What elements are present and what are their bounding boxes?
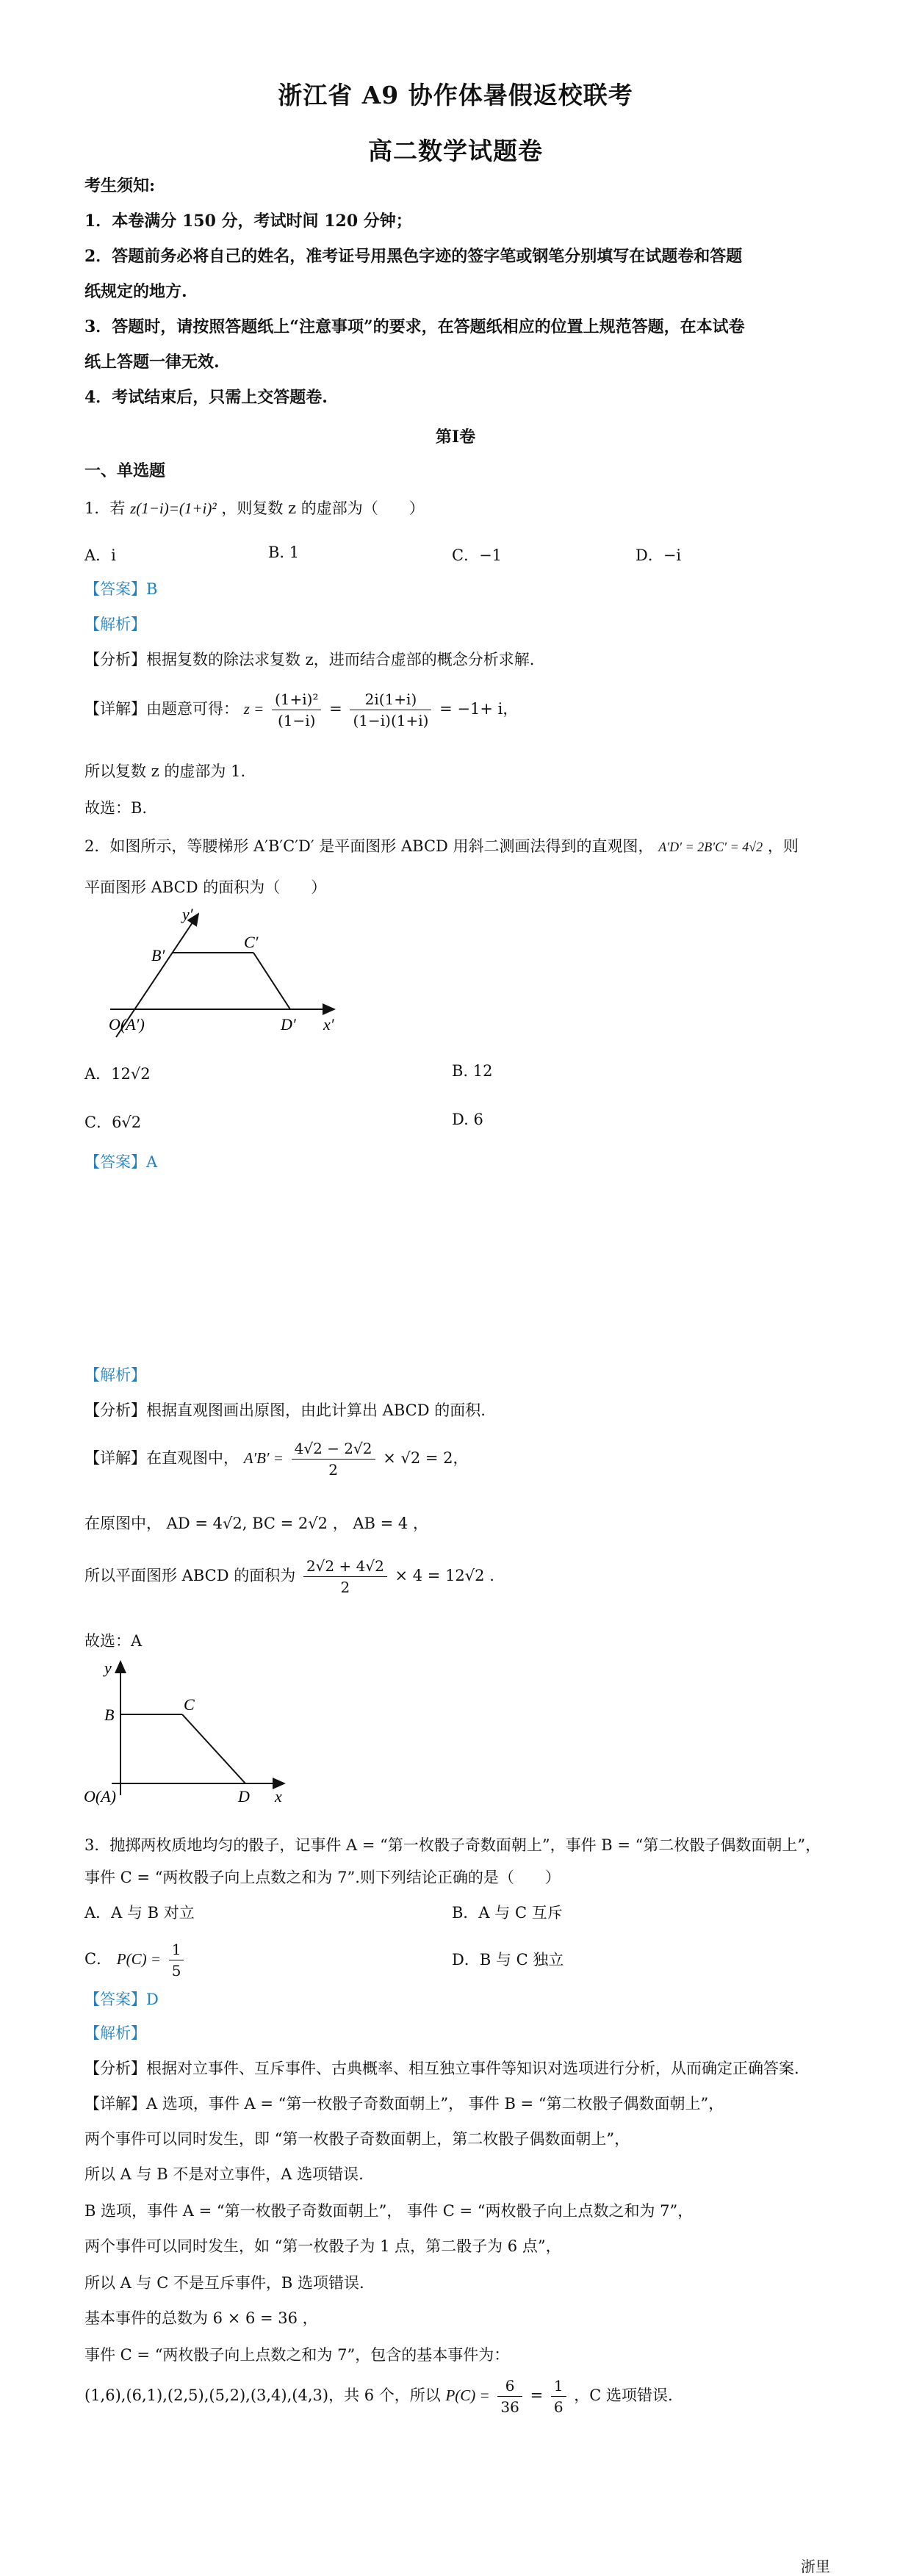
q3-detail-line: B 选项，事件 A = “第一枚骰子奇数面朝上”， 事件 C = “两枚骰子向上点数之和为 7”， xyxy=(84,2202,694,2220)
q1-fraction-1-den: (1−i) xyxy=(277,712,316,729)
q3-option-a: A．A 与 B 对立 xyxy=(84,1904,195,1922)
q3-detail-line: 事件 C = “两枚骰子向上点数之和为 7”，包含的基本事件为： xyxy=(84,2346,510,2364)
q3-stem-line-1: 3．抛掷两枚质地均匀的骰子，记事件 A = “第一枚骰子奇数面朝上”，事件 B = “第二枚骰子偶数面朝上”， xyxy=(84,1836,821,1854)
q3-option-c-label: C． xyxy=(84,1950,112,1968)
notice-item: 纸上答题一律无效. xyxy=(84,353,220,372)
q3-last-line xyxy=(84,2377,673,2416)
q2-detail xyxy=(84,1440,469,1479)
q1-stem xyxy=(84,497,425,519)
q3-last-eq: = xyxy=(530,2386,544,2404)
q3-option-b: B．A 与 C 互斥 xyxy=(452,1904,563,1922)
q3-last-fraction-2 xyxy=(551,2377,566,2416)
q2-detail-fraction-den: 2 xyxy=(328,1461,338,1479)
notice-item: 2．答题前务必将自己的姓名，准考证号用黑色字迹的签字笔或钢笔分别填写在试题卷和答题 xyxy=(84,247,743,266)
notice-item: 1．本卷满分 150 分，考试时间 120 分钟； xyxy=(84,212,412,231)
q2-oblique-figure xyxy=(103,898,353,1045)
q3-detail-line: 【详解】A 选项，事件 A = “第一枚骰子奇数面朝上”， 事件 B = “第二枚骰子偶数面朝上”， xyxy=(84,2095,724,2113)
q1-fraction-2 xyxy=(350,690,431,729)
q3-option-c-num: 1 xyxy=(169,1941,184,1960)
q2-detail-lhs: A′B′ = xyxy=(243,1449,284,1467)
q3-last-fraction-2-num: 1 xyxy=(551,2377,566,2397)
q3-detail-line: 基本事件的总数为 6 × 6 = 36 ， xyxy=(84,2309,318,2327)
q2-original-figure xyxy=(82,1651,303,1805)
fig2-label-o: O(A) xyxy=(84,1787,116,1805)
q1-analysis-tag: 【解析】 xyxy=(84,616,146,633)
fig2-label-y: y xyxy=(104,1659,112,1677)
q2-option-d: D. 6 xyxy=(452,1111,483,1128)
q1-option-a: A．i xyxy=(84,546,116,564)
q3-detail-line: 两个事件可以同时发生，如 “第一枚骰子为 1 点，第二骰子为 6 点”， xyxy=(84,2237,561,2255)
q1-choice: 故选：B. xyxy=(84,799,148,817)
part-label: 第Ⅰ卷 xyxy=(435,427,476,447)
q2-area xyxy=(84,1557,494,1596)
q2-stem-pre: 2．如图所示，等腰梯形 A′B′C′D′ 是平面图形 ABCD 用斜二测画法得到的直观图， xyxy=(84,837,654,855)
q2-analysis-tag: 【解析】 xyxy=(84,1366,146,1384)
q3-last-fraction-2-den: 6 xyxy=(553,2398,563,2416)
shape-slant xyxy=(182,1714,245,1783)
q1-option-b: B. 1 xyxy=(268,544,300,561)
q2-detail-pre: 【详解】在直观图中， xyxy=(84,1449,239,1467)
q3-option-c-den: 5 xyxy=(171,1962,181,1980)
q1-detail-lhs: z = xyxy=(243,700,264,718)
page-footer: 浙里 xyxy=(801,2558,830,2575)
exam-subtitle: 高二数学试题卷 xyxy=(368,137,543,165)
q1-fraction-2-den: (1−i)(1+i) xyxy=(353,712,429,729)
q2-choice: 故选：A xyxy=(84,1632,143,1650)
q2-area-fraction-num: 2√2 + 4√2 xyxy=(303,1557,387,1577)
trapezoid-right xyxy=(253,953,290,1009)
q2-original-lengths: 在原图中， AD = 4√2, BC = 2√2 ， AB = 4 ， xyxy=(84,1515,428,1532)
fig1-label-o: O(A′) xyxy=(109,1015,145,1033)
fig2-label-c: C xyxy=(184,1695,195,1714)
q1-fraction-1 xyxy=(272,690,322,729)
q2-answer: 【答案】A xyxy=(84,1153,158,1171)
q1-fraction-1-num: (1+i)² xyxy=(272,690,322,710)
q1-detail-eq: = xyxy=(329,700,342,718)
q2-stem-formula: A′D′ = 2B′C′ = 4√2 xyxy=(658,840,763,854)
q3-last-lhs: P(C) = xyxy=(445,2386,490,2404)
q1-analysis: 【分析】根据复数的除法求复数 z，进而结合虚部的概念分析求解. xyxy=(84,651,535,668)
fig2-label-b: B xyxy=(104,1706,115,1724)
q3-analysis: 【分析】根据对立事件、互斥事件、古典概率、相互独立事件等知识对选项进行分析，从而确定正确答案. xyxy=(84,2060,799,2077)
fig1-label-d: D′ xyxy=(281,1015,296,1033)
q3-last-pre: (1,6),(6,1),(2,5),(5,2),(3,4),(4,3)，共 6 个，所以 xyxy=(84,2386,441,2404)
q3-last-fraction-1 xyxy=(497,2377,522,2416)
q2-detail-post: × √2 = 2， xyxy=(383,1449,469,1467)
q3-detail-line: 两个事件可以同时发生，即 “第一枚骰子奇数面朝上，第二枚骰子偶数面朝上”， xyxy=(84,2130,630,2148)
q2-stem-line-1 xyxy=(84,834,799,856)
q2-detail-fraction xyxy=(292,1440,375,1479)
q1-detail-pre: 【详解】由题意可得： xyxy=(84,700,239,718)
q2-analysis: 【分析】根据直观图画出原图，由此计算出 ABCD 的面积. xyxy=(84,1401,486,1419)
q1-fraction-2-num: 2i(1+i) xyxy=(350,690,431,710)
q1-detail xyxy=(84,690,518,729)
exam-title: 浙江省 A9 协作体暑假返校联考 xyxy=(278,81,633,109)
q2-option-c: C．6√2 xyxy=(84,1114,142,1131)
q1-conclusion: 所以复数 z 的虚部为 1. xyxy=(84,762,246,780)
q2-stem-line-2: 平面图形 ABCD 的面积为（ ） xyxy=(84,878,327,896)
fig1-label-b: B′ xyxy=(151,946,165,964)
fig1-label-x: x′ xyxy=(323,1015,334,1033)
q2-area-post: × 4 = 12√2 . xyxy=(395,1567,494,1584)
q1-stem-post: ，则复数 z 的虚部为（ ） xyxy=(221,499,425,517)
q2-area-pre: 所以平面图形 ABCD 的面积为 xyxy=(84,1567,296,1584)
q2-detail-fraction-num: 4√2 − 2√2 xyxy=(292,1440,375,1460)
q3-answer: 【答案】D xyxy=(84,1991,159,2008)
notice-item: 纸规定的地方. xyxy=(84,282,187,301)
notice-item: 4．考试结束后，只需上交答题卷. xyxy=(84,388,328,407)
q1-option-d: D．−i xyxy=(635,546,682,564)
q2-area-fraction xyxy=(303,1557,387,1596)
notice-item: 3．答题时，请按照答题纸上“注意事项”的要求，在答题纸相应的位置上规范答题，在本试卷 xyxy=(84,317,745,336)
fig1-label-y: y′ xyxy=(182,905,193,923)
q3-option-c-formula: P(C) = xyxy=(116,1950,162,1968)
q3-last-fraction-1-den: 36 xyxy=(500,2398,519,2416)
q1-detail-result: = −1+ i， xyxy=(439,700,519,718)
q3-detail-line: 所以 A 与 C 不是互斥事件，B 选项错误. xyxy=(84,2274,364,2292)
q3-option-d: D．B 与 C 独立 xyxy=(452,1951,564,1969)
q1-stem-pre: 1．若 xyxy=(84,499,126,517)
q2-stem-post: ，则 xyxy=(767,837,799,855)
q3-stem-line-2: 事件 C = “两枚骰子向上点数之和为 7”.则下列结论正确的是（ ） xyxy=(84,1869,561,1886)
q2-option-a: A．12√2 xyxy=(84,1065,151,1083)
q3-option-c xyxy=(84,1941,187,1980)
q1-option-c: C．−1 xyxy=(452,546,503,564)
q3-last-post: ，C 选项错误. xyxy=(574,2386,673,2404)
fig2-label-x: x xyxy=(275,1787,282,1805)
q2-option-b: B. 12 xyxy=(452,1062,493,1080)
q3-option-c-fraction xyxy=(169,1941,184,1980)
q3-last-fraction-1-num: 6 xyxy=(497,2377,522,2397)
q1-answer: 【答案】B xyxy=(84,580,158,598)
q3-detail-line: 所以 A 与 B 不是对立事件，A 选项错误. xyxy=(84,2165,364,2183)
fig1-label-c: C′ xyxy=(244,933,259,951)
fig2-label-d: D xyxy=(238,1787,250,1805)
q2-area-fraction-den: 2 xyxy=(340,1579,350,1596)
q1-stem-formula: z(1−i)=(1+i)² xyxy=(130,499,217,517)
notice-heading: 考生须知: xyxy=(84,176,156,195)
section-label: 一、单选题 xyxy=(84,461,166,480)
q3-analysis-tag: 【解析】 xyxy=(84,2024,146,2042)
